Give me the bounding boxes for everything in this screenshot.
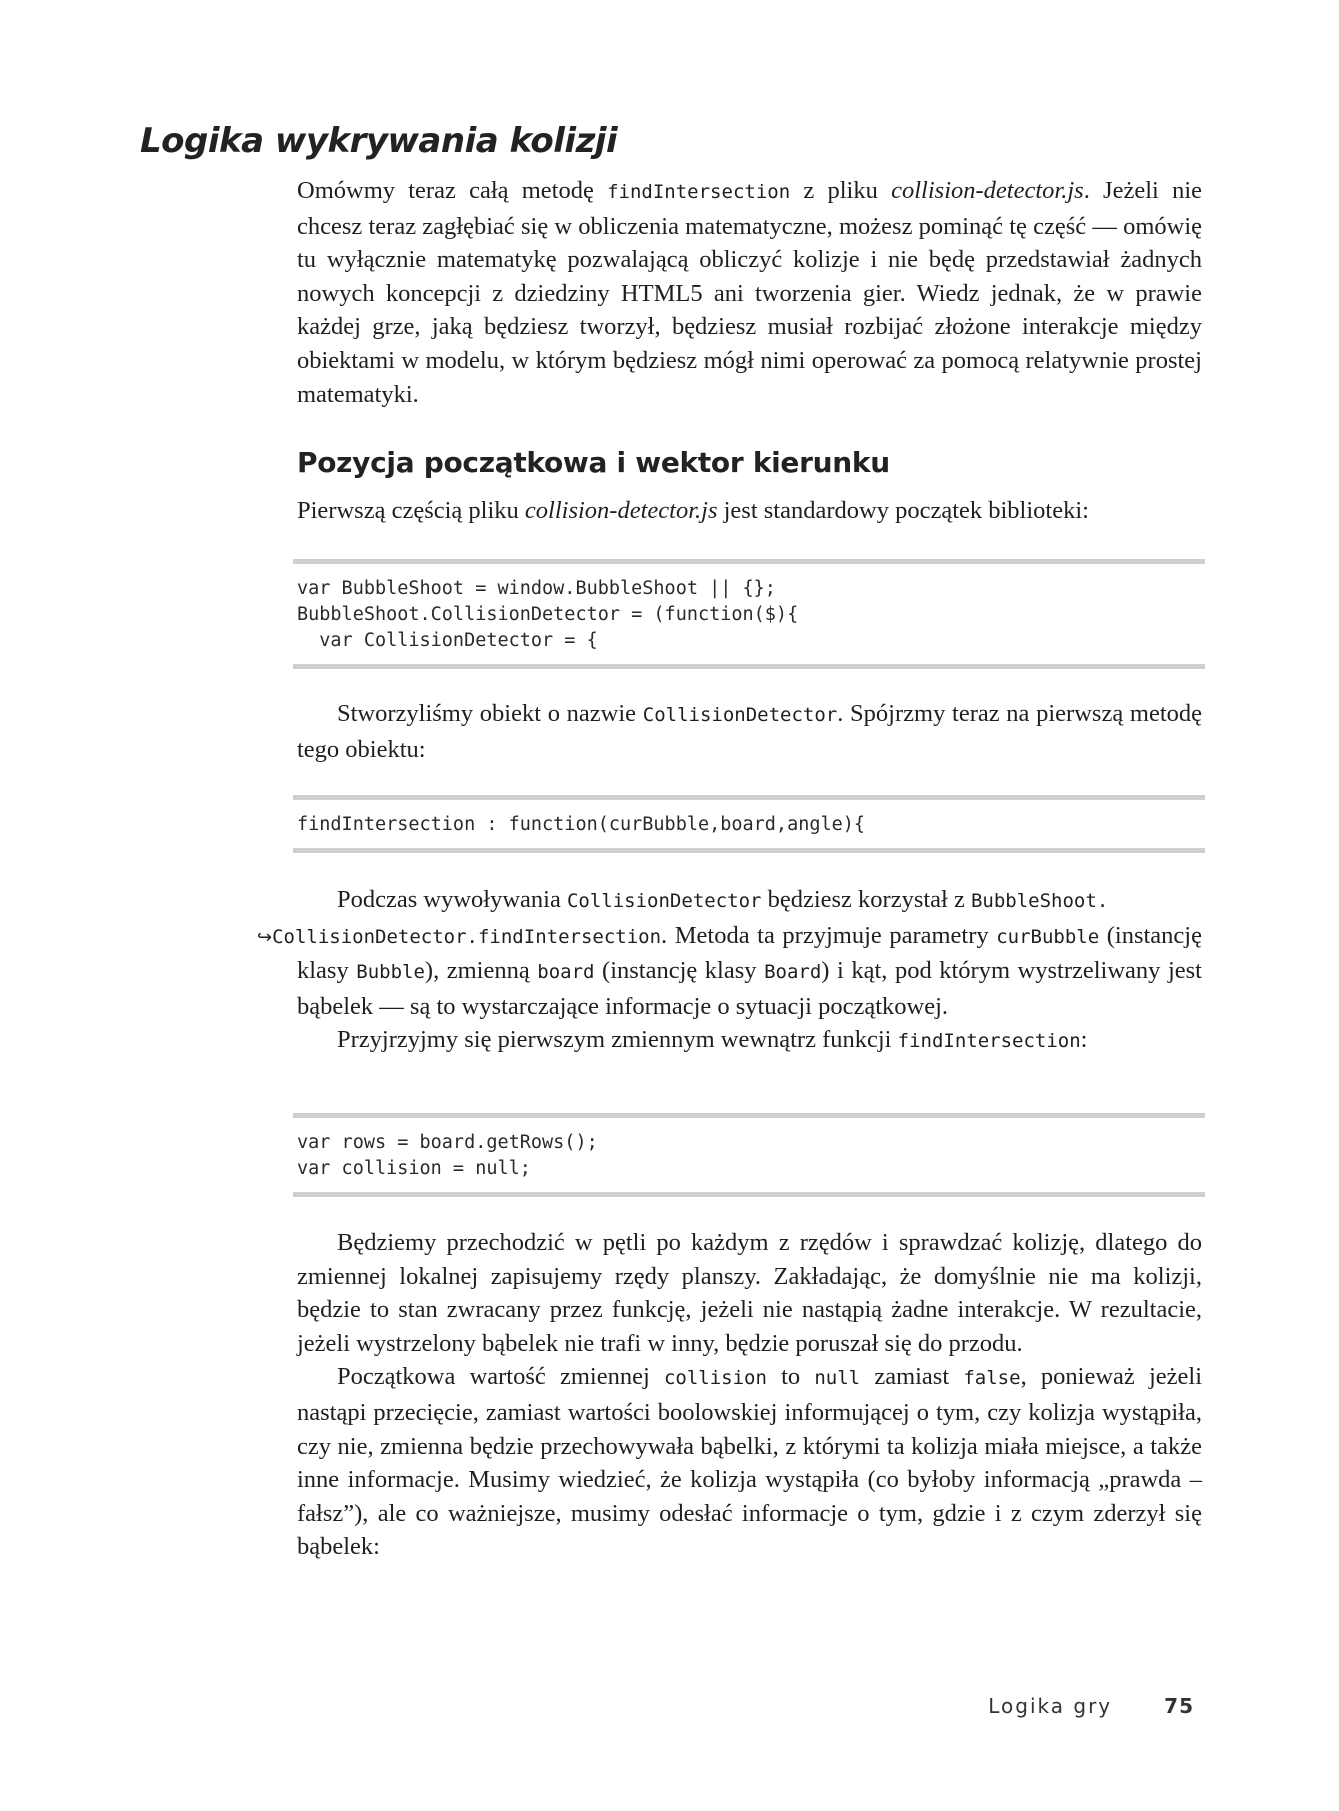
inline-code: CollisionDetector [566, 890, 762, 912]
paragraph-2: Stworzyliśmy obiekt o nazwie CollisionDetector. Spójrzmy teraz na pierwszą metodę tego obiektu: [297, 700, 1202, 763]
paragraph-5-block [297, 1226, 1202, 1564]
code-block-find-intersection [293, 795, 1205, 853]
paragraph-4: Przyjrzyjmy się pierwszym zmiennym wewnątrz funkcji findIntersection: [337, 1026, 1088, 1054]
inline-code: findIntersection [607, 181, 791, 203]
inline-code: BubbleShoot. [970, 890, 1109, 912]
filename: collision-detector.js [891, 177, 1084, 204]
intro-paragraph: Omówmy teraz całą metodę findIntersection z pliku collision-detector.js. Jeżeli nie chcesz teraz zagłębiać się w obliczenia matematyczne, możesz pominąć tę część — omówię tu wyłącznie matematykę pozwalającą obliczyć kolizje i nie będę przedstawiał żadnych nowych koncepcji z dziedziny HTML5 ani tworzenia gier. Wiedz jednak, że w prawie każdej grze, jaką będziesz tworzył, będziesz musiał rozbijać złożone interakcje między obiektami w modelu, w którym będziesz mógł nimi operować za pomocą relatywnie prostej matematyki. [297, 177, 1202, 408]
code-line: findIntersection : function(curBubble,board,angle){ [297, 814, 866, 835]
code-line: BubbleShoot.CollisionDetector = (function($){ [297, 604, 799, 625]
code-block-library-header [293, 559, 1205, 669]
section-title: Logika wykrywania kolizji [140, 121, 618, 161]
inline-code: board [537, 961, 595, 984]
code-line: var CollisionDetector = { [297, 630, 598, 651]
running-footer-chapter: Logika gry [988, 1694, 1113, 1718]
inline-code: false [963, 1367, 1021, 1390]
code-block-variables [293, 1113, 1205, 1197]
paragraph-6: Początkowa wartość zmiennej collision to null zamiast false, ponieważ jeżeli nastąpi przecięcie, zamiast wartości boolowskiej informującej o tym, czy kolizja wystąpiła, czy nie, zmienna będzie przechowywała bąbelki, z którymi ta kolizja miała miejsce, a także inne informacje. Musimy wiedzieć, że kolizja wystąpiła (co byłoby informacją „prawda – fałsz”), ale co ważniejsze, musimy odesłać informacje o tym, gdzie i z czym zderzył się bąbelek: [297, 1363, 1202, 1561]
paragraph-3: Podczas wywoływania CollisionDetector będziesz korzystał z BubbleShoot. ↪CollisionDetector.findIntersection. Metoda ta przyjmuje parametry curBubble (instancję klasy Bubble), zmienną board (instancję klasy Board) i kąt, pod którym wystrzeliwany jest bąbelek — są to wystarczające informacje o sytuacji początkowej. [257, 886, 1202, 1020]
code-line: var BubbleShoot = window.BubbleShoot || {}; [297, 578, 776, 599]
inline-code: collision [663, 1367, 767, 1390]
inline-code: null [814, 1367, 861, 1390]
line-continuation-arrow: ↪ [257, 926, 273, 948]
inline-code: Board [764, 961, 822, 984]
paragraph-3-block [257, 883, 1202, 1059]
paragraph-1: Pierwszą częścią pliku collision-detector.js jest standardowy początek biblioteki: [297, 497, 1089, 524]
code-line: var rows = board.getRows(); [297, 1132, 598, 1153]
intro-paragraph-block [297, 174, 1202, 411]
page-number: 75 [1164, 1694, 1194, 1718]
inline-code: CollisionDetector [642, 704, 838, 726]
code-line: var collision = null; [297, 1158, 531, 1179]
inline-code: CollisionDetector.findIntersection [272, 925, 662, 948]
paragraph-1-block [297, 494, 1202, 528]
filename: collision-detector.js [524, 497, 718, 524]
inline-code: Bubble [356, 961, 425, 984]
subsection-title: Pozycja początkowa i wektor kierunku [297, 446, 890, 479]
page-footer [988, 1694, 1194, 1718]
inline-code: findIntersection [897, 1030, 1081, 1053]
paragraph-2-block [297, 697, 1202, 766]
inline-code: curBubble [996, 925, 1100, 948]
paragraph-5: Będziemy przechodzić w pętli po każdym z rzędów i sprawdzać kolizję, dlatego do zmiennej lokalnej zapisujemy rzędy planszy. Zakładając, że domyślnie nie ma kolizji, będzie to stan zwracany przez funkcję, jeżeli nie nastąpią żadne interakcje. W rezultacie, jeżeli wystrzelony bąbelek nie trafi w inny, będzie poruszał się do przodu. [297, 1229, 1202, 1357]
